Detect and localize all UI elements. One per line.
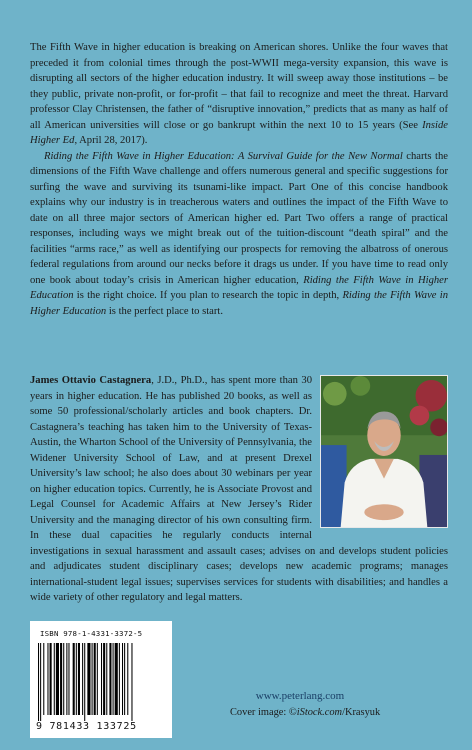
book-title: Riding the Fifth Wave in Higher Education: A Survival Guide for the New Normal bbox=[44, 150, 403, 162]
isbn-number: ISBN 978-1-4331-3372-5 bbox=[40, 629, 143, 638]
blurb-p1-text: The Fifth Wave in higher education is breaking on American shores. Unlike the four waves that preceded it from colonial times through the post-WWII mega-versity expansion, this wave is disrupting all sectors of the higher education industry. It will sweep away those institutions – be they public, private non-profit, or for-profit – that fail to recognize and meet the threat. Harvard professor Clay Christensen, the father of “disruptive innovation,” predicts that as many as half of all American universities will close or go bankrupt within the next 10 to 15 years (See bbox=[30, 42, 448, 131]
credit-suffix: /Krasyuk bbox=[342, 707, 381, 718]
book-title-short-2: Riding the Fifth Wave in Higher Education bbox=[30, 290, 448, 317]
author-name: James Ottavio Castagnera bbox=[30, 375, 152, 386]
author-portrait-image bbox=[321, 376, 447, 527]
blurb-p1-end: , April 28, 2017). bbox=[74, 135, 148, 146]
blurb-p2-end: is the perfect place to start. bbox=[106, 305, 223, 317]
author-photo bbox=[320, 375, 448, 528]
blurb-p1-source: Inside Higher Ed bbox=[30, 119, 448, 146]
publisher-website-link[interactable]: www.peterlang.com bbox=[255, 690, 345, 702]
isbn-barcode bbox=[30, 621, 172, 738]
credit-prefix: Cover image: © bbox=[230, 707, 297, 718]
barcode-bars bbox=[36, 643, 166, 721]
book-title-short: Riding the Fifth Wave in Higher Education bbox=[30, 274, 448, 301]
blurb-paragraph-1 bbox=[30, 40, 448, 149]
credit-source: iStock.com bbox=[296, 707, 343, 718]
author-bio-section bbox=[30, 373, 448, 606]
back-cover-blurb bbox=[30, 40, 448, 319]
blurb-paragraph-2 bbox=[30, 149, 448, 320]
blurb-p2-text: charts the dimensions of the Fifth Wave challenge and offers numerous general and specific suggestions for surfing the wave and surviving its tsunami-like impact. Part One of this concise handbook explains why our industry is in treacherous waters and outlines the impact of the Fifth Wave to date on all three major sectors of American higher ed. Part Two offers a range of practical responses, including ways we might break out of the tuition-discount “death spiral” and the facilities “arms race,” as well as identifying our prospects for removing the albatross of onerous federal regulations from around our necks before it drags us under. If you have time to read only one book about today’s crisis in American higher education, bbox=[30, 150, 448, 286]
barcode-digits: 9 781433 133725 bbox=[36, 721, 137, 732]
cover-image-credit bbox=[230, 707, 430, 718]
author-bio-text: , J.D., Ph.D., has spent more than 30 years in higher education. He has published 20 books, as well as some 50 professional/scholarly articles and book chapters. Dr. Castagnera’s teaching has taken him to the University of Texas-Austin, the Wharton School of the University of Pennsylvania, the Widener University School of Law, and at present Drexel University’s law school; he also does about 30 webinars per year on higher education topics. Currently, he is Associate Provost and Legal Counsel for Academic Affairs at New Jersey’s Rider University and the managing director of his own consulting firm. In these dual capacities he regularly conducts internal investigations in sexual harassment and assault cases; advises on and develops student policies and adjudicates student disciplinary cases; develops new academic programs; manages international-student legal issues; supervises services for students with disabilities; and handles a wide variety of other regulatory and legal matters. bbox=[30, 375, 448, 603]
blurb-p2-mid: is the right choice. If you plan to research the topic in depth, bbox=[73, 290, 343, 301]
